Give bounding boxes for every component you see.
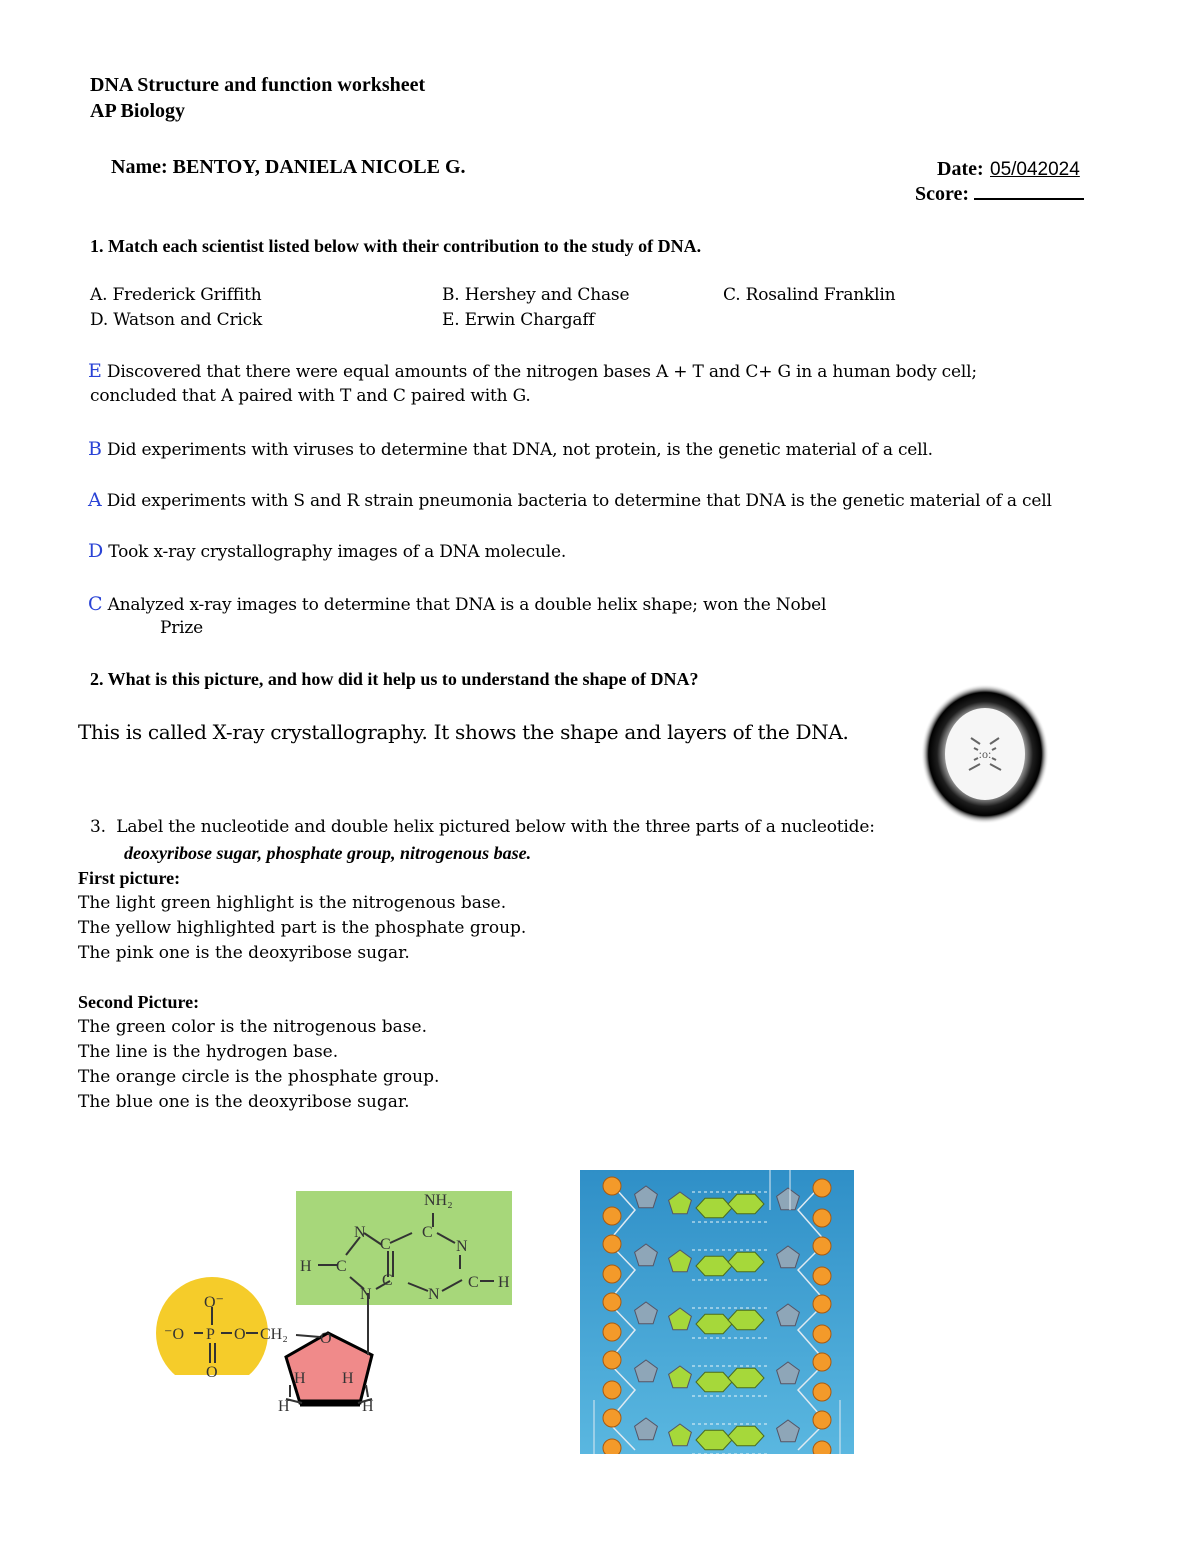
- phosphate-icon: [603, 1265, 621, 1283]
- label-h: H: [498, 1274, 510, 1291]
- option-a: A. Frederick Griffith: [90, 285, 262, 305]
- double-helix-diagram: [580, 1170, 854, 1454]
- q1-item-3-answer: A: [88, 489, 102, 511]
- nucleotide-diagram: [150, 1185, 520, 1475]
- option-e: E. Erwin Chargaff: [442, 310, 595, 330]
- q1-item-1-text: Discovered that there were equal amounts of the nitrogen bases A + T and C+ G in a human body cell;: [106, 362, 977, 382]
- phosphate-icon: [603, 1235, 621, 1253]
- course-name: AP Biology: [90, 100, 186, 122]
- q1-prompt: 1. Match each scientist listed below with their contribution to the study of DNA.: [90, 236, 702, 256]
- q2-prompt: 2. What is this picture, and how did it help us to understand the shape of DNA?: [90, 669, 699, 689]
- phosphate-icon: [813, 1267, 831, 1285]
- date-label: Date:: [937, 158, 984, 180]
- q1-item-4-text: Took x-ray crystallography images of a DNA molecule.: [108, 542, 567, 562]
- score-line: [915, 182, 1084, 206]
- q2-answer: This is called X-ray crystallography. It shows the shape and layers of the DNA.: [78, 720, 849, 744]
- second-picture-line: The orange circle is the phosphate group.: [78, 1067, 440, 1087]
- label-p: P: [206, 1326, 215, 1343]
- q1-item-4-answer: D: [88, 540, 104, 562]
- phosphate-icon: [603, 1409, 621, 1427]
- label-n: N: [428, 1286, 440, 1303]
- label-h: H: [342, 1370, 354, 1387]
- phosphate-icon: [813, 1325, 831, 1343]
- date-line: [937, 156, 1080, 181]
- q3-number: 3.: [90, 817, 106, 837]
- label-minus-o: ⁻O: [164, 1326, 184, 1343]
- label-c: C: [422, 1224, 433, 1241]
- q1-item-5: [88, 593, 826, 615]
- label-n: N: [360, 1286, 372, 1303]
- second-picture-line: The line is the hydrogen base.: [78, 1042, 339, 1062]
- q1-item-2-answer: B: [88, 438, 102, 460]
- first-picture-line: The pink one is the deoxyribose sugar.: [78, 943, 410, 963]
- q3-prompt-text: Label the nucleotide and double helix pictured below with the three parts of a nucleotide:: [116, 817, 875, 837]
- phosphate-icon: [813, 1209, 831, 1227]
- second-picture-line: The blue one is the deoxyribose sugar.: [78, 1092, 410, 1112]
- phosphate-icon: [603, 1177, 621, 1195]
- worksheet-title: DNA Structure and function worksheet: [90, 74, 426, 96]
- q1-item-2: [88, 438, 933, 460]
- phosphate-icon: [603, 1439, 621, 1454]
- label-h: H: [278, 1398, 290, 1415]
- label-o: O: [234, 1326, 246, 1343]
- phosphate-icon: [813, 1237, 831, 1255]
- label-ch2: CH₂: [260, 1326, 288, 1343]
- label-nh2: NH₂: [424, 1192, 453, 1209]
- q1-item-3: [88, 489, 1052, 511]
- label-h: H: [300, 1258, 312, 1275]
- first-picture-line: The yellow highlighted part is the phosphate group.: [78, 918, 527, 938]
- name-line: [111, 156, 466, 179]
- option-b: B. Hershey and Chase: [442, 285, 630, 305]
- xray-diffraction-image: [918, 682, 1052, 827]
- phosphate-icon: [813, 1179, 831, 1197]
- q1-item-5-text: Analyzed x-ray images to determine that DNA is a double helix shape; won the Nobel: [107, 595, 827, 615]
- label-o: O: [320, 1330, 332, 1347]
- option-c: C. Rosalind Franklin: [723, 285, 896, 305]
- score-label: Score:: [915, 183, 970, 205]
- label-c: C: [468, 1274, 479, 1291]
- q3-prompt: [90, 817, 875, 837]
- q1-item-1-answer: E: [88, 360, 102, 382]
- phosphate-icon: [813, 1295, 831, 1313]
- phosphate-icon: [813, 1383, 831, 1401]
- label-c: C: [380, 1236, 391, 1253]
- svg-text::o:: :o:: [978, 747, 992, 761]
- label-h: H: [294, 1370, 306, 1387]
- second-picture-heading: Second Picture:: [78, 992, 200, 1012]
- first-picture-heading: First picture:: [78, 868, 181, 888]
- label-o-minus: O⁻: [204, 1294, 224, 1311]
- phosphate-icon: [813, 1411, 831, 1429]
- q3-parts: deoxyribose sugar, phosphate group, nitrogenous base.: [124, 843, 532, 863]
- label-h: H: [362, 1398, 374, 1415]
- phosphate-icon: [813, 1353, 831, 1371]
- phosphate-icon: [813, 1441, 831, 1454]
- phosphate-icon: [603, 1381, 621, 1399]
- first-picture-line: The light green highlight is the nitrogenous base.: [78, 893, 507, 913]
- date-value: 05/042024: [990, 159, 1080, 180]
- phosphate-icon: [603, 1351, 621, 1369]
- label-n: N: [456, 1238, 468, 1255]
- phosphate-icon: [603, 1323, 621, 1341]
- label-c: C: [336, 1258, 347, 1275]
- phosphate-icon: [603, 1293, 621, 1311]
- q1-item-2-text: Did experiments with viruses to determine that DNA, not protein, is the genetic material of a cell.: [106, 440, 933, 460]
- q1-item-3-text: Did experiments with S and R strain pneumonia bacteria to determine that DNA is the genetic material of a cell: [106, 491, 1052, 511]
- label-c: C: [382, 1272, 393, 1289]
- score-blank: [974, 182, 1084, 200]
- phosphate-icon: [603, 1207, 621, 1225]
- q1-item-5-answer: C: [88, 593, 103, 615]
- label-o: O: [206, 1364, 218, 1381]
- option-d: D. Watson and Crick: [90, 310, 263, 330]
- first-picture-answers: [78, 866, 526, 1115]
- second-picture-line: The green color is the nitrogenous base.: [78, 1017, 427, 1037]
- nitrogenous-base-highlight: [296, 1191, 512, 1305]
- q1-item-4: [88, 540, 566, 562]
- q1-item-1: [88, 360, 977, 382]
- q1-item-1-text-cont: concluded that A paired with T and C paired with G.: [90, 386, 531, 406]
- name-value: BENTOY, DANIELA NICOLE G.: [172, 156, 466, 178]
- q1-item-5-text-cont: Prize: [160, 618, 204, 638]
- name-label: Name:: [111, 156, 168, 178]
- label-n: N: [354, 1224, 366, 1241]
